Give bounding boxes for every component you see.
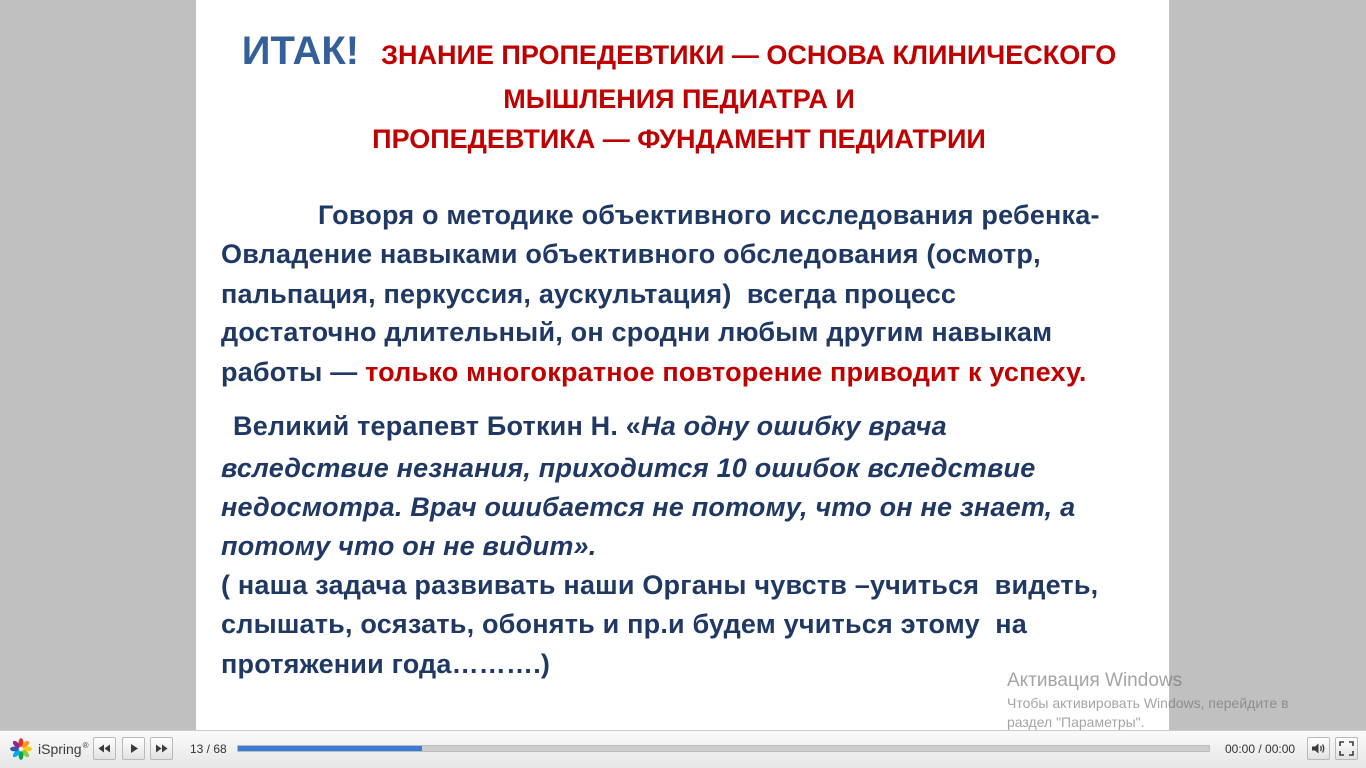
paragraph-1-line-1: Говоря о методике объективного исследования ребенка- [318, 200, 1100, 230]
quote-opening-text: На одну ошибку врача [641, 411, 947, 441]
paragraph-1-line-2: Овладение навыками объективного обследования (осмотр, [221, 239, 1041, 269]
title-line-3-text: ПРОПЕДЕВТИКА — ФУНДАМЕНТ ПЕДИАТРИИ [372, 124, 986, 154]
paragraph-1-line-4: достаточно длительный, он сродни любым другим навыкам [221, 317, 1053, 347]
fullscreen-button[interactable] [1335, 737, 1358, 760]
fullscreen-icon-corner [1340, 742, 1344, 746]
paragraph-1-closing-text: работы — [221, 357, 366, 387]
quote-line-3: недосмотра. Врач ошибается не потому, что он не знает, а [221, 492, 1076, 522]
paragraph-2-line-6: слышать, осязать, обонять и пр.и будем учиться этому на [221, 609, 1027, 639]
progress-bar[interactable] [237, 745, 1210, 752]
title-line-1-text: ЗНАНИЕ ПРОПЕДЕВТИКИ — ОСНОВА КЛИНИЧЕСКОГО [381, 40, 1117, 70]
quote-attribution: Великий терапевт Боткин Н. « [233, 411, 642, 441]
watermark-title: Активация Windows [1007, 670, 1183, 691]
playback-time: 00:00 / 00:00 [1225, 742, 1296, 756]
progress-fill [238, 746, 422, 751]
paragraph-1-emphasis-text: только многократное повторение приводит к успеху. [365, 357, 1087, 387]
previous-slide-button[interactable] [93, 737, 116, 760]
fullscreen-icon [1336, 738, 1357, 759]
ispring-logo-icon [9, 737, 33, 761]
speaker-icon-body [1312, 744, 1319, 754]
paragraph-1-line-3: пальпация, перкуссия, аускультация) всегда процесс [221, 279, 957, 309]
quote-line-2: вследствие незнания, приходится 10 ошибок вследствие [221, 453, 1036, 483]
slide-counter: 13 / 68 [190, 742, 227, 756]
fast-forward-icon-shape [156, 745, 162, 753]
slide [196, 0, 1169, 730]
fullscreen-icon-corner [1349, 742, 1353, 746]
fast-forward-icon-shape [162, 745, 168, 753]
fast-forward-icon [151, 738, 172, 759]
play-icon-shape [131, 744, 138, 753]
volume-button[interactable] [1307, 737, 1330, 760]
speaker-icon [1308, 738, 1329, 759]
paragraph-2-line-5: ( наша задача развивать наши Органы чувств –учиться видеть, [221, 570, 1099, 600]
rewind-icon-shape [105, 745, 111, 753]
rewind-icon [94, 738, 115, 759]
paragraph-2-line-1 [233, 408, 947, 444]
quote-line-4: потому что он не видит». [221, 531, 597, 561]
brand-name [38, 740, 89, 761]
fullscreen-icon-corner [1349, 751, 1353, 755]
watermark-line-2: раздел "Параметры". [1007, 714, 1145, 730]
paragraph-1-line-5 [221, 354, 1087, 390]
speaker-icon-wave [1321, 746, 1322, 751]
fullscreen-icon-corner [1340, 751, 1344, 755]
player-control-bar [0, 730, 1366, 768]
trademark-symbol: ® [82, 741, 89, 750]
title-lead-word: ИТАК! [241, 29, 360, 73]
rewind-icon-shape [99, 745, 105, 753]
play-icon [123, 738, 144, 759]
next-slide-button[interactable] [150, 737, 173, 760]
brand-text: iSpring [38, 741, 82, 757]
play-button[interactable] [122, 737, 145, 760]
paragraph-2-line-7: протяжении года……….) [221, 649, 551, 679]
speaker-icon-wave [1323, 745, 1324, 753]
watermark-line-1: Чтобы активировать Windows, перейдите в [1007, 695, 1289, 711]
title-line-2-text: МЫШЛЕНИЯ ПЕДИАТРА И [503, 84, 855, 114]
slide-title-first-line [196, 26, 1162, 76]
